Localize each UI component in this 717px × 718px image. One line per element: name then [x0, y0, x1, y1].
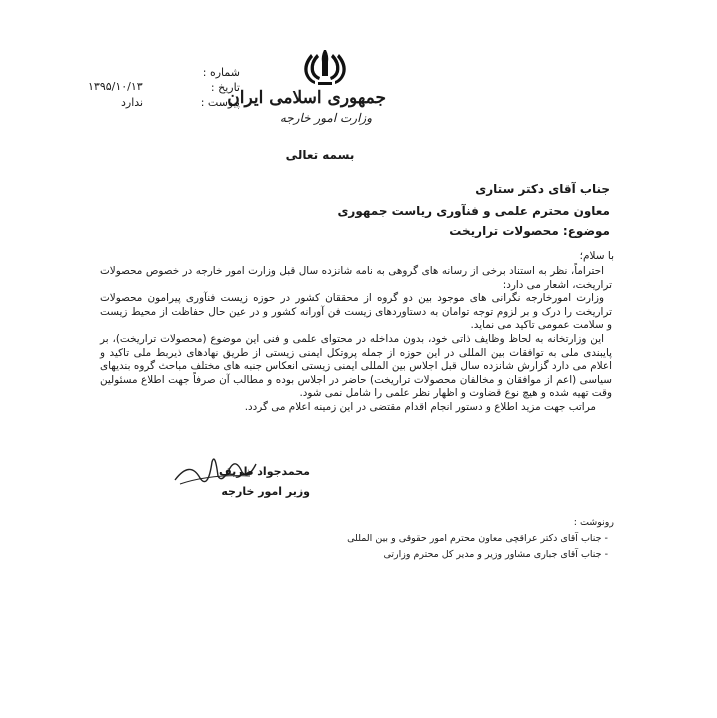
signatory-title: وزیر امور خارجه — [221, 485, 310, 498]
cc-item: - جناب آقای دکتر عراقچی معاون محترم امور حقوقی و بین المللی — [347, 533, 608, 544]
cc-item: - جناب آقای جباری مشاور وزیر و مدیر کل محترم وزارتی — [383, 549, 608, 560]
addressee-name: جناب آقای دکتر ستاری — [475, 182, 610, 196]
greeting: با سلام؛ — [579, 250, 614, 262]
ministry-title: وزارت امور خارجه — [279, 111, 372, 125]
subject-line: موضوع: محصولات تراریخت — [449, 224, 610, 238]
signatory-name: محمدجواد ظریف — [219, 465, 310, 478]
date-value: ۱۳۹۵/۱۰/۱۳ — [88, 80, 143, 93]
paragraph-3: این وزارتخانه به لحاظ وظایف ذاتی خود، بدون مداخله در محتوای علمی و فنی این موضوع (محصولات تراریخت)، بر پایبندی ملی به توافقات بین المللی در این حوزه از جمله پروتکل ایمنی زیستی از طریق نهادهای ذیربط ملی تاکید و اعلام می دارد گزارش شانزده سال قبل اجلاس بین المللی ایمنی زیستی انعکاس جنبه های مختلف مباحث گروه بندیهای سیاسی (اعم از موافقان و مخالفان محصولات تراریخت) حاضر در اجلاس بوده و مطالب آن صرفاً جهت اطلاع مسئولین وقت تهیه شده و هیچ نوع قضاوت و اظهار نظر علمی را شامل نمی شود. — [100, 332, 612, 400]
letter-body — [100, 265, 612, 415]
paragraph-1: احتراماً، نظر به استناد برخی از رسانه های گروهی به نامه شانزده سال قبل وزارت امور خارجه در خصوص محصولات تراریخت، اشعار می دارد: — [100, 265, 612, 291]
attachment-label: پیوست : — [200, 96, 240, 109]
paragraph-2: وزارت امورخارجه نگرانی های موجود بین دو گروه از محققان کشور در حوزه زیست فنآوری پیرامون محصولات تراریخت را درک و بر لزوم توجه توامان به دستاوردهای زیست فن آورانه کشور و در عین حال حفاظت از محیط زیست و سلامت عمومی تاکید می نماید. — [100, 292, 612, 332]
addressee-position: معاون محترم علمی و فنآوری ریاست جمهوری — [337, 204, 610, 218]
republic-title: جمهوری اسلامی ایران — [227, 88, 386, 108]
attachment-value: ندارد — [121, 96, 144, 109]
number-label: شماره : — [202, 66, 240, 79]
date-label: تاریخ : — [210, 81, 240, 94]
cc-heading: رونوشت : — [573, 517, 614, 528]
iran-emblem-icon — [299, 46, 351, 90]
paragraph-4: مراتب جهت مزید اطلاع و دستور انجام اقدام مقتضی در این زمینه اعلام می گردد. — [244, 400, 596, 413]
bismillah: بسمه تعالی — [285, 148, 355, 162]
